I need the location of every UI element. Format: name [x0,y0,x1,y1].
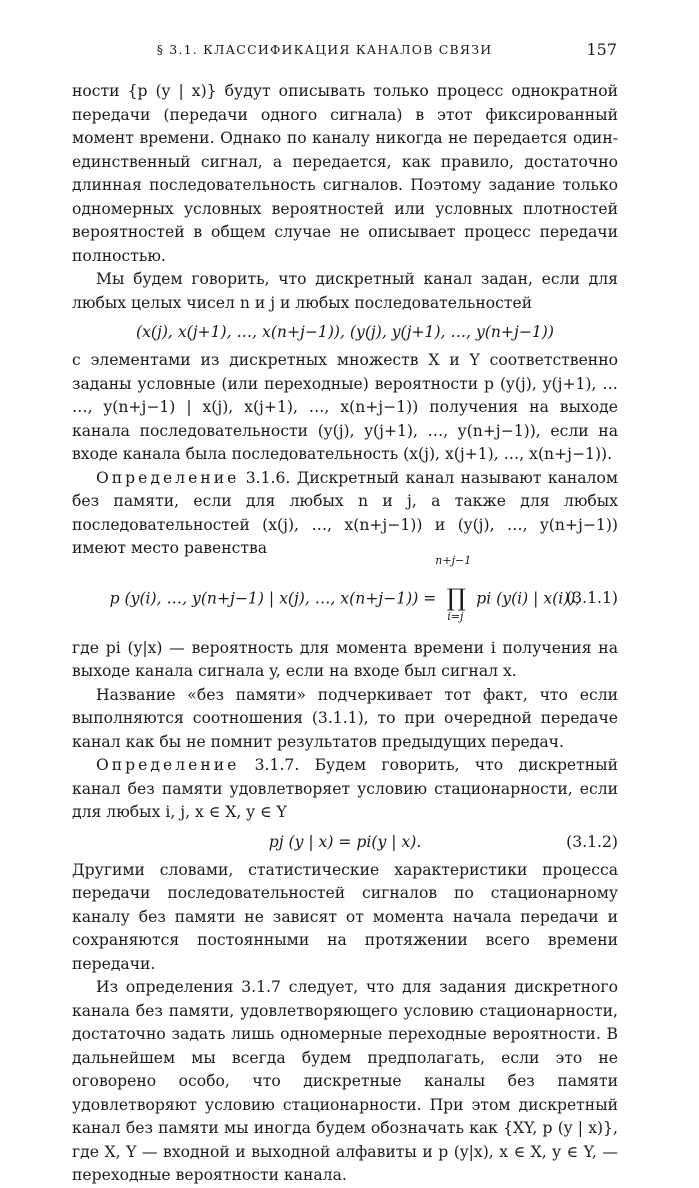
equation-sequences-expr: (x(j), x(j+1), …, x(n+j−1)), (y(j), y(j+1), …, y(n+j−1)) [136,323,554,341]
definition-3-1-6 [72,467,618,561]
definition-text: 3.1.6. Дискретный канал называют каналом без памяти, если для любых n и j, а также для любых последовательностей (x(j), …, x(n+j−1)) и (y(j), …, y(n+j−1)) имеют место равенства [72,468,618,557]
product-upper-limit: n+j−1 [435,553,472,567]
definition-3-1-7 [72,754,618,825]
equation-3-1-2 [72,825,618,859]
equation-3-1-1-lhs: p (y(i), …, y(n+j−1) | x(j), …, x(n+j−1)) = [109,589,437,607]
paragraph-continuation: ности {p (y | x)} будут описывать только процесс однократной передачи (передачи одного сигнала) в этот фиксированный момент времени. Однако по каналу никогда не передается один-единственный сигнал, а передается, как правило, достаточно длинная последовательность сигналов. Поэтому задание только одномерных условных вероятностей или условных плотностей вероятностей в общем случае не описывает процесс передачи полностью. [72,82,618,265]
page-body [72,80,618,1188]
product-operator [435,553,472,623]
product-lower-limit: i=j [447,609,464,623]
equation-3-1-1-rhs: pi (y(i) | x(i)), [476,589,581,607]
paragraph-channel-definition: Мы будем говорить, что дискретный канал задан, если для любых целых чисел n и j и любых последовательностей [72,270,618,312]
equation-3-1-2-number: (3.1.2) [566,832,618,851]
running-head: § 3.1. КЛАССИФИКАЦИЯ КАНАЛОВ СВЯЗИ [156,42,493,57]
paragraph-without-memory: Название «без памяти» подчеркивает тот факт, что если выполняются соотношения (3.1.1), то при очередной передаче канал как бы не помнит результатов предыдущих передач. [72,685,618,751]
product-symbol: ∏ [446,583,466,612]
equation-3-1-1 [72,553,618,637]
paragraph-where-pi: где pi (y|x) — вероятность для момента времени i получения на выходе канала сигнала y, если на входе был сигнал x. [72,638,618,680]
definition-text: 3.1.7. Будем говорить, что дискретный канал без памяти удовлетворяет условию стационарности, если для любых i, j, x ∈ X, y ∈ Y [72,756,618,821]
equation-3-1-2-expr: pj (y | x) = pi(y | x). [268,832,422,851]
paragraph-from-definition: Из определения 3.1.7 следует, что для задания дискретного канала без памяти, удовлетворяющего условию стационарности, достаточно задать лишь одномерные переходные вероятности. В дальнейшем мы всегда будем предполагать, если это не оговорено особо, что дискретные каналы без памяти удовлетворяют условию стационарности. При этом дискретный канал без памяти мы иногда будем обозначать как {XY, p (y | x)}, где X, Y — входной и выходной алфавиты и p (y|x), x ∈ X, y ∈ Y, — переходные вероятности канала. [72,978,618,1184]
paragraph-transition-probabilities: с элементами из дискретных множеств X и Y соответственно заданы условные (или переходные) вероятности p (y(j), y(j+1), … …, y(n+j−1) | x(j), x(j+1), …, x(n+j−1)) получения на выходе канала последовательности (y(j), y(j+1), …, y(n+j−1)), если на входе канала была последовательность (x(j), x(j+1), …, x(n+j−1)). [72,351,618,463]
definition-label: Определение [96,756,240,774]
paragraph-in-other-words: Другими словами, статистические характеристики процесса передачи последовательностей сигналов по стационарному каналу без памяти не зависят от момента начала передачи и сохраняются постоянными на протяжении всего времени передачи. [72,860,618,973]
equation-3-1-1-number: (3.1.1) [566,588,618,607]
equation-3-1-1-expr [72,553,618,623]
definition-label: Определение [96,468,240,487]
equation-sequences [72,315,618,349]
page-number: 157 [586,40,617,59]
page-header [72,42,617,66]
